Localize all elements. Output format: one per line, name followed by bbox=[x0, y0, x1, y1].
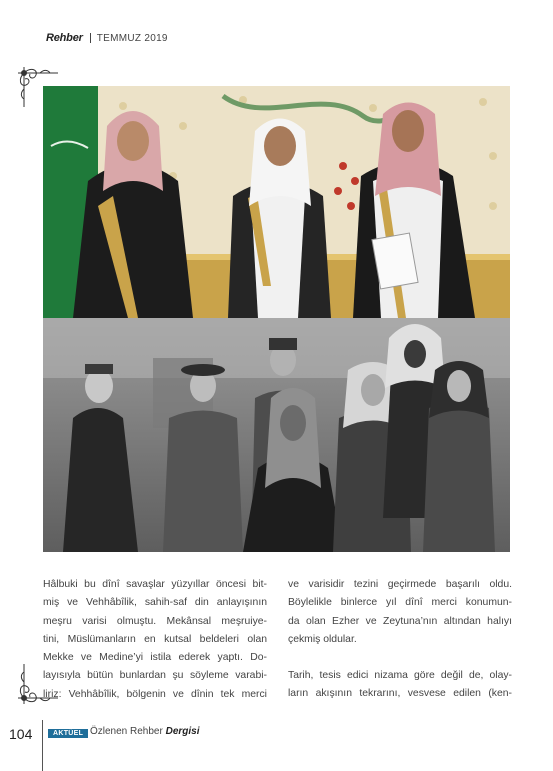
text-line: miş ve Vehhâbîlik, sahih-saf din anlayışının bbox=[43, 597, 267, 609]
header-divider bbox=[90, 33, 91, 43]
article-paragraph bbox=[43, 576, 267, 704]
text-line: çekmiş oldular. bbox=[288, 633, 357, 645]
photo-royal-portrait bbox=[43, 86, 510, 318]
text-line: liriz: Vehhâbîlik, bölgenin ve dînin tek merci bbox=[43, 688, 267, 700]
text-line: meşru varisi olmuştu. Mekânsal meşruiye- bbox=[43, 615, 267, 627]
text-line: layısıyla bütün bunlardan şu söyleme varabi- bbox=[43, 670, 267, 682]
text-line: Mekke ve Medine’yi istila ederek yaptı. Do- bbox=[43, 652, 267, 664]
text-line: Tarih, tesis edici nizama göre değil de, olay- bbox=[288, 670, 512, 682]
section-badge: AKTÜEL bbox=[48, 729, 88, 738]
text-line: ların akışının tekrarını, vesvese edilen (ken- bbox=[288, 688, 512, 700]
text-line: tini, Müslümanların en kutsal beldeleri olan bbox=[43, 633, 267, 645]
article-paragraph bbox=[288, 667, 512, 704]
running-header bbox=[46, 31, 168, 45]
page-number: 104 bbox=[9, 726, 33, 742]
article-paragraph bbox=[288, 576, 512, 649]
text-line: da olan Ezher ve Zeytuna’nın altından halıyı bbox=[288, 615, 512, 627]
text-line: Böylelikle binlerce yıl dînî merci konumun- bbox=[288, 597, 512, 609]
magazine-name-suffix: Dergisi bbox=[165, 726, 200, 737]
text-line: Hâlbuki bu dînî savaşlar yüzyıllar öncesi bit- bbox=[43, 579, 267, 590]
footer-divider bbox=[42, 720, 43, 771]
article-column-right bbox=[288, 576, 512, 722]
article-column-left bbox=[43, 576, 267, 722]
photo-historical-group bbox=[43, 318, 510, 552]
issue-date: TEMMUZ 2019 bbox=[96, 32, 168, 44]
text-line: ve varisidir tezini geçirmede başarılı oldu. bbox=[288, 579, 512, 590]
magazine-name-prefix: Özlenen Rehber bbox=[90, 726, 166, 737]
magazine-name bbox=[90, 726, 200, 737]
brand-logo: Rehber bbox=[46, 32, 83, 44]
